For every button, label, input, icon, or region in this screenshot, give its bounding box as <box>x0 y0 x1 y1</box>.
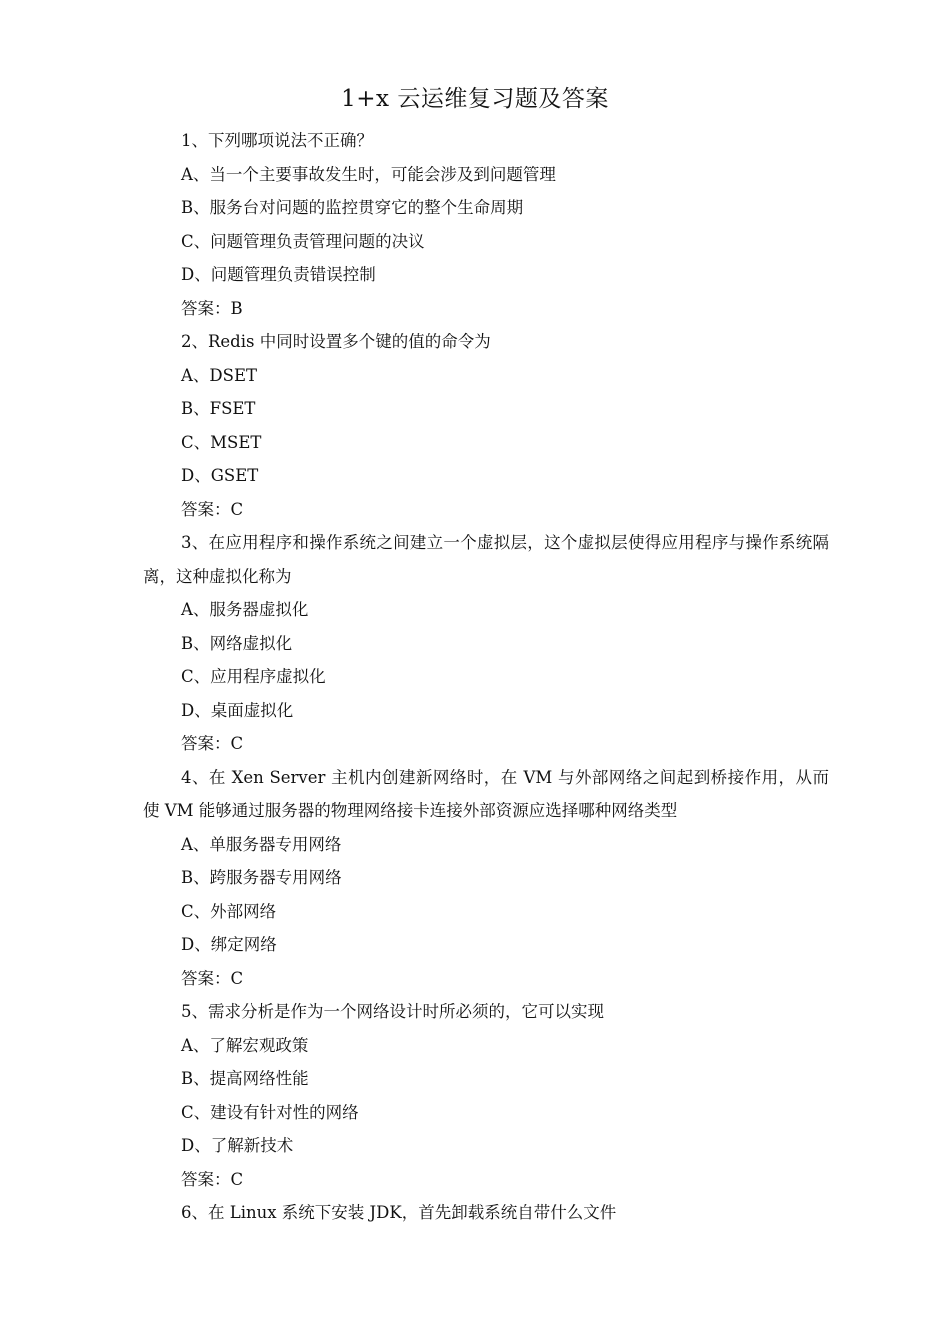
question-3-option-b: B、网络虚拟化 <box>181 633 293 653</box>
question-1-option-a: A、当一个主要事故发生时，可能会涉及到问题管理 <box>181 164 556 184</box>
document-title: 1+x 云运维复习题及答案 <box>341 86 609 112</box>
question-3: 3、在应用程序和操作系统之间建立一个虚拟层，这个虚拟层使得应用程序与操作系统隔离，这种虚拟化称为 <box>143 533 829 586</box>
question-5-option-b: B、提高网络性能 <box>181 1069 309 1088</box>
question-4-option-a: A、单服务器专用网络 <box>181 834 342 854</box>
document-body <box>143 124 829 1230</box>
question-4-answer: 答案：C <box>181 968 244 988</box>
question-4-option-b: B、跨服务器专用网络 <box>181 868 342 887</box>
question-4-option-d: D、绑定网络 <box>181 935 277 954</box>
question-2-option-b: B、FSET <box>181 399 256 418</box>
question-3-answer: 答案：C <box>181 734 244 753</box>
question-3-option-d: D、桌面虚拟化 <box>181 700 294 720</box>
question-5-answer: 答案：C <box>181 1169 244 1189</box>
question-2: 2、Redis 中同时设置多个键的值的命令为 <box>181 332 491 351</box>
question-6: 6、在 Linux 系统下安装 JDK，首先卸载系统自带什么文件 <box>181 1203 617 1222</box>
question-3-option-a: A、服务器虚拟化 <box>181 600 309 619</box>
question-2-option-c: C、MSET <box>181 432 262 452</box>
question-4: 4、在 Xen Server 主机内创建新网络时，在 VM 与外部网络之间起到桥接作用，从而使 VM 能够通过服务器的物理网络接卡连接外部资源应选择哪种网络类型 <box>143 767 829 820</box>
question-2-option-d: D、GSET <box>181 466 259 485</box>
question-2-option-a: A、DSET <box>181 365 257 385</box>
question-1-option-b: B、服务台对问题的监控贯穿它的整个生命周期 <box>181 198 524 217</box>
question-5-option-a: A、了解宏观政策 <box>181 1035 309 1055</box>
question-1-option-c: C、问题管理负责管理问题的决议 <box>181 231 425 251</box>
question-3-option-c: C、应用程序虚拟化 <box>181 667 326 686</box>
question-5-option-d: D、了解新技术 <box>181 1136 294 1155</box>
question-1-option-d: D、问题管理负责错误控制 <box>181 265 376 284</box>
question-1-answer: 答案：B <box>181 298 243 318</box>
question-4-option-c: C、外部网络 <box>181 901 277 921</box>
question-1: 1、下列哪项说法不正确？ <box>181 131 373 150</box>
question-5-option-c: C、建设有针对性的网络 <box>181 1102 359 1122</box>
question-2-answer: 答案：C <box>181 499 244 519</box>
question-5: 5、需求分析是作为一个网络设计时所必须的，它可以实现 <box>181 1002 604 1021</box>
